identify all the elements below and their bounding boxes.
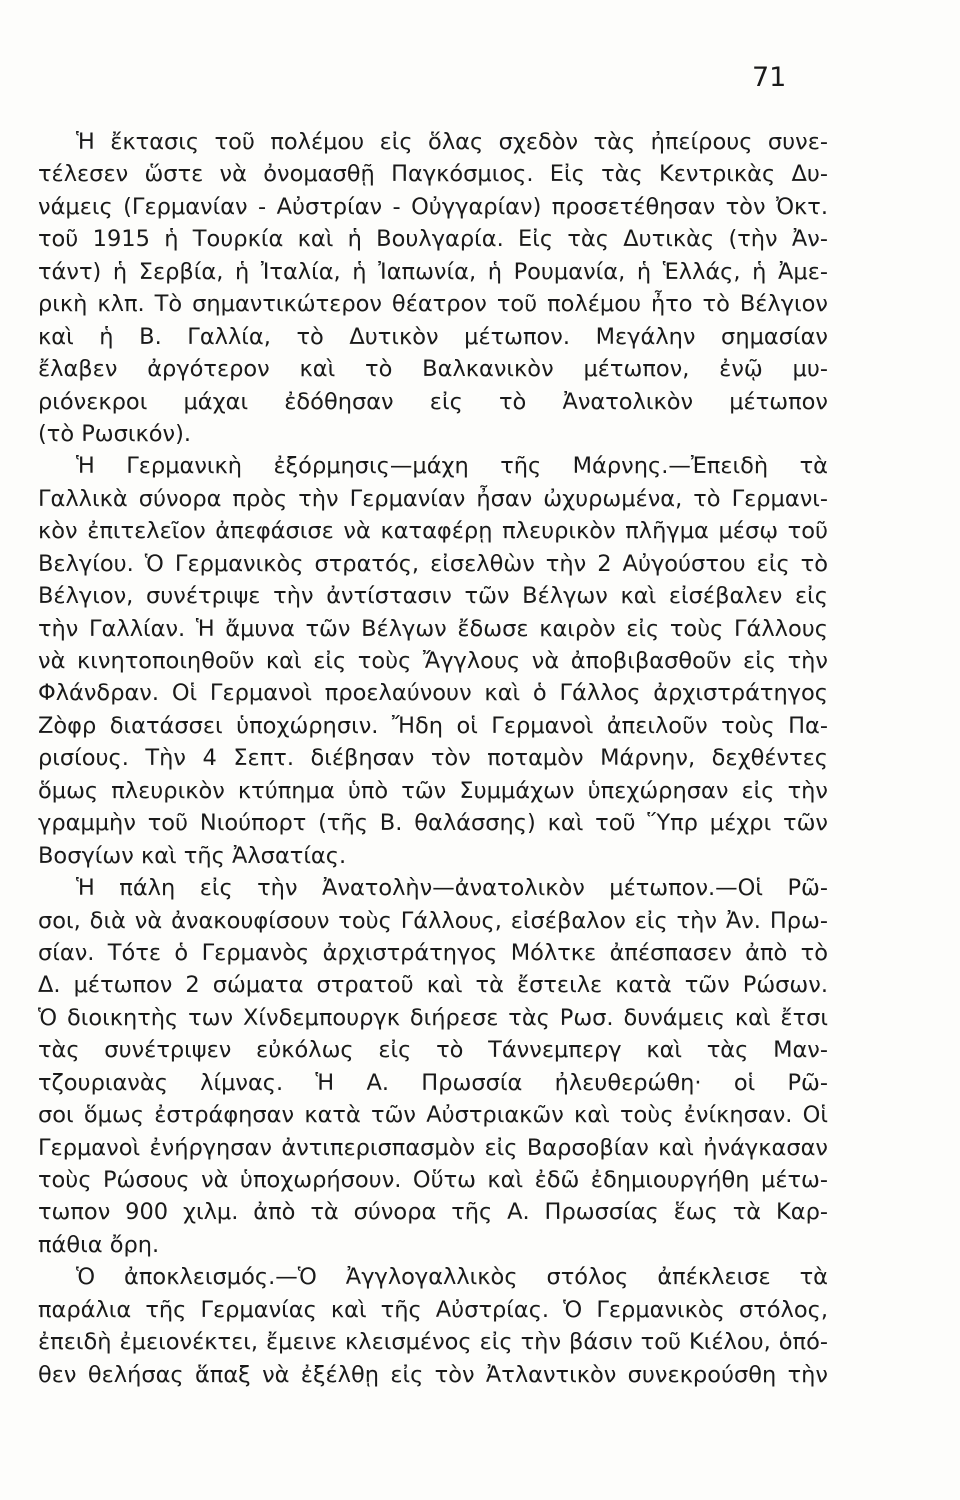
text-line: τὴν Γαλλίαν. Ἡ ἄμυνα τῶν Βέλγων ἔδωσε καιρὸν εἰς τοὺς Γάλλους (38, 615, 828, 642)
text-line: κὸν ἐπιτελεῖον ἀπεφάσισε νὰ καταφέρῃ πλευρικὸν πλῆγμα μέσῳ τοῦ (38, 518, 828, 545)
text-line: τοῦ 1915 ἡ Τουρκία καὶ ἡ Βουλγαρία. Εἰς τὰς Δυτικὰς (τὴν Ἀν- (38, 226, 828, 253)
section-heading-line: Ἡ πάλη εἰς τὴν Ἀνατολὴν—ἀνατολικὸν μέτωπον.—Οἱ Ρῶ- (76, 875, 828, 902)
text-line: νάμεις (Γερμανίαν - Αὐστρίαν - Οὐγγαρίαν) προσετέθησαν τὸν Ὀκτ. (38, 193, 828, 220)
text-line: Βελγίου. Ὁ Γερμανικὸς στρατός, εἰσελθὼν τὴν 2 Αὐγούστου εἰς τὸ (38, 550, 828, 577)
text-line: Ὁ διοικητὴς των Χίνδεμπουργκ διήρεσε τὰς Ρωσ. δυνάμεις καὶ ἔτσι (38, 1004, 828, 1031)
text-line: νὰ κινητοποιηθοῦν καὶ εἰς τοὺς Ἄγγλους νὰ ἀποβιβασθοῦν εἰς τὴν (38, 648, 828, 674)
text-line: ἔλαβεν ἀργότερον καὶ τὸ Βαλκανικὸν μέτωπον, ἐνῷ μυ- (38, 356, 828, 383)
text-line: τάντ) ἡ Σερβία, ἡ Ἰταλία, ἡ Ἰαπωνία, ἡ Ρουμανία, ἡ Ἑλλάς, ἡ Ἀμε- (38, 258, 828, 285)
text-line: γραμμὴν τοῦ Νιούπορτ (τῆς Β. θαλάσσης) καὶ τοῦ Ὕπρ μέχρι τῶν (38, 810, 828, 837)
text-line: σοι ὅμως ἐστράφησαν κατὰ τῶν Αὐστριακῶν καὶ τοὺς ἐνίκησαν. Οἱ (38, 1102, 828, 1129)
body-text (38, 126, 828, 1391)
text-line: (τὸ Ρωσικόν). (38, 420, 192, 447)
text-line: Γερμανοὶ ἐνήργησαν ἀντιπερισπασμὸν εἰς Βαρσοβίαν καὶ ἠνάγκασαν (38, 1134, 828, 1161)
text-line: ριόνεκροι μάχαι ἐδόθησαν εἰς τὸ Ἀνατολικὸν μέτωπον (38, 388, 828, 415)
text-line: ρικὴ κλπ. Τὸ σημαντικώτερον θέατρον τοῦ πολέμου ἦτο τὸ Βέλγιον (38, 291, 828, 318)
page-number: 71 (752, 62, 787, 93)
section-heading-line: Ὁ ἀποκλεισμός.—Ὁ Ἀγγλογαλλικὸς στόλος ἀπέκλεισε τὰ (76, 1264, 828, 1291)
text-line: Βέλγιον, συνέτριψε τὴν ἀντίστασιν τῶν Βέλγων καὶ εἰσέβαλεν εἰς (38, 583, 828, 610)
text-line: Βοσγίων καὶ τῆς Ἀλσατίας. (38, 842, 347, 869)
text-line: Δ. μέτωπον 2 σώματα στρατοῦ καὶ τὰ ἔστειλε κατὰ τῶν Ρώσων. (38, 972, 828, 999)
text-line: Ζὸφρ διατάσσει ὑποχώρησιν. Ἤδη οἱ Γερμανοὶ ἀπειλοῦν τοὺς Πα- (38, 712, 828, 739)
text-line: τέλεσεν ὥστε νὰ ὀνομασθῇ Παγκόσμιος. Εἰς τὰς Κεντρικὰς Δυ- (38, 161, 828, 188)
text-line: ἐπειδὴ ἐμειονέκτει, ἔμεινε κλεισμένος εἰς τὴν βάσιν τοῦ Κιέλου, ὁπό- (38, 1329, 828, 1356)
text-line: παράλια τῆς Γερμανίας καὶ τῆς Αὐστρίας. Ὁ Γερμανικὸς στόλος, (38, 1296, 828, 1323)
text-line: Φλάνδραν. Οἱ Γερμανοὶ προελαύνουν καὶ ὁ Γάλλος ἀρχιστράτηγος (38, 680, 828, 707)
section-heading-line: Ἡ Γερμανικὴ ἐξόρμησις—μάχη τῆς Μάρνης.—Ἐπειδὴ τὰ (76, 453, 828, 480)
text-line: ὅμως πλευρικὸν κτύπημα ὑπὸ τῶν Συμμάχων ὑπεχώρησαν εἰς τὴν (38, 777, 828, 804)
text-line: σίαν. Τότε ὁ Γερμανὸς ἀρχιστράτηγος Μόλτκε ἀπέσπασεν ἀπὸ τὸ (38, 939, 828, 966)
text-line: τωπον 900 χιλμ. ἀπὸ τὰ σύνορα τῆς Α. Πρωσσίας ἕως τὰ Καρ- (38, 1199, 828, 1226)
text-line: θεν θελήσας ἅπαξ νὰ ἐξέλθῃ εἰς τὸν Ἀτλαντικὸν συνεκρούσθη τὴν (38, 1361, 828, 1388)
text-line: τζουριανὰς λίμνας. Ἡ Α. Πρωσσία ἠλευθερώθη· οἱ Ρῶ- (38, 1069, 828, 1096)
text-line: Ἡ ἔκτασις τοῦ πολέμου εἰς ὅλας σχεδὸν τὰς ἠπείρους συνε- (76, 129, 828, 155)
text-line: καὶ ἡ Β. Γαλλία, τὸ Δυτικὸν μέτωπον. Μεγάλην σημασίαν (38, 323, 828, 350)
text-line: πάθια ὄρη. (38, 1231, 160, 1258)
text-line: σοι, διὰ νὰ ἀνακουφίσουν τοὺς Γάλλους, εἰσέβαλον εἰς τὴν Ἀν. Πρω- (38, 907, 828, 934)
text-line: τοὺς Ρώσους νὰ ὑποχωρήσουν. Οὕτω καὶ ἐδῶ ἐδημιουργήθη μέτω- (38, 1167, 828, 1193)
text-line: Γαλλικὰ σύνορα πρὸς τὴν Γερμανίαν ἦσαν ὠχυρωμένα, τὸ Γερμανι- (38, 485, 828, 512)
text-line: τὰς συνέτριψεν εὐκόλως εἰς τὸ Τάννεμπεργ καὶ τὰς Μαν- (38, 1037, 828, 1064)
text-line: ρισίους. Τὴν 4 Σεπτ. διέβησαν τὸν ποταμὸν Μάρνην, δεχθέντες (38, 745, 828, 772)
